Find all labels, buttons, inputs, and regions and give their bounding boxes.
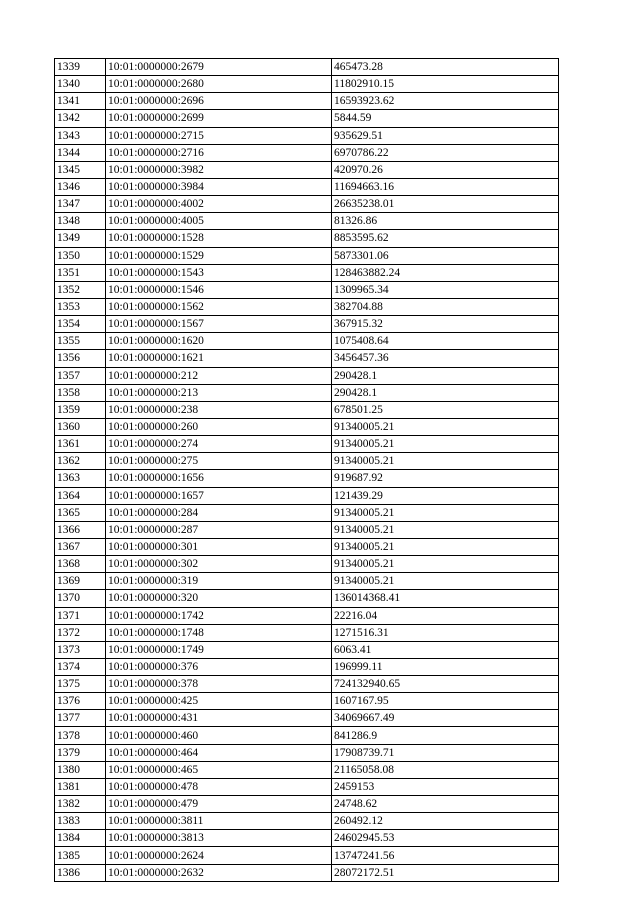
row-number-cell: 1345 (55, 161, 106, 178)
row-number-cell: 1379 (55, 744, 106, 761)
row-number-cell: 1381 (55, 778, 106, 795)
value-cell: 11694663.16 (332, 178, 559, 195)
cadastral-number-cell: 10:01:0000000:2715 (106, 127, 332, 144)
cadastral-number-cell: 10:01:0000000:378 (106, 676, 332, 693)
table-row (55, 778, 559, 795)
cadastral-number-cell: 10:01:0000000:425 (106, 693, 332, 710)
value-cell: 367915.32 (332, 316, 559, 333)
cadastral-number-cell: 10:01:0000000:320 (106, 590, 332, 607)
row-number-cell: 1360 (55, 418, 106, 435)
table-row (55, 76, 559, 93)
cadastral-number-cell: 10:01:0000000:1657 (106, 487, 332, 504)
value-cell: 91340005.21 (332, 453, 559, 470)
row-number-cell: 1348 (55, 213, 106, 230)
table-row (55, 333, 559, 350)
cadastral-number-cell: 10:01:0000000:1567 (106, 316, 332, 333)
row-number-cell: 1355 (55, 333, 106, 350)
value-cell: 91340005.21 (332, 436, 559, 453)
value-cell: 1309965.34 (332, 281, 559, 298)
row-number-cell: 1347 (55, 196, 106, 213)
value-cell: 21165058.08 (332, 761, 559, 778)
table-row (55, 470, 559, 487)
cadastral-number-cell: 10:01:0000000:301 (106, 538, 332, 555)
value-cell: 91340005.21 (332, 504, 559, 521)
cadastral-number-cell: 10:01:0000000:1621 (106, 350, 332, 367)
value-cell: 17908739.71 (332, 744, 559, 761)
table-row (55, 93, 559, 110)
value-cell: 724132940.65 (332, 676, 559, 693)
table-row (55, 110, 559, 127)
table-row (55, 161, 559, 178)
row-number-cell: 1368 (55, 556, 106, 573)
row-number-cell: 1385 (55, 847, 106, 864)
value-cell: 26635238.01 (332, 196, 559, 213)
table-row (55, 178, 559, 195)
cadastral-number-cell: 10:01:0000000:478 (106, 778, 332, 795)
row-number-cell: 1361 (55, 436, 106, 453)
row-number-cell: 1367 (55, 538, 106, 555)
row-number-cell: 1370 (55, 590, 106, 607)
table-row (55, 436, 559, 453)
table-row (55, 418, 559, 435)
table-row (55, 264, 559, 281)
value-cell: 11802910.15 (332, 76, 559, 93)
cadastral-number-cell: 10:01:0000000:3984 (106, 178, 332, 195)
value-cell: 91340005.21 (332, 573, 559, 590)
row-number-cell: 1364 (55, 487, 106, 504)
value-cell: 290428.1 (332, 384, 559, 401)
cadastral-number-cell: 10:01:0000000:1529 (106, 247, 332, 264)
row-number-cell: 1339 (55, 59, 106, 76)
value-cell: 1607167.95 (332, 693, 559, 710)
value-cell: 91340005.21 (332, 556, 559, 573)
row-number-cell: 1353 (55, 298, 106, 315)
table-row (55, 710, 559, 727)
table-row (55, 127, 559, 144)
row-number-cell: 1384 (55, 830, 106, 847)
row-number-cell: 1373 (55, 641, 106, 658)
row-number-cell: 1344 (55, 144, 106, 161)
row-number-cell: 1342 (55, 110, 106, 127)
value-cell: 919687.92 (332, 470, 559, 487)
value-cell: 2459153 (332, 778, 559, 795)
value-cell: 5844.59 (332, 110, 559, 127)
row-number-cell: 1375 (55, 676, 106, 693)
row-number-cell: 1356 (55, 350, 106, 367)
value-cell: 196999.11 (332, 658, 559, 675)
row-number-cell: 1362 (55, 453, 106, 470)
value-cell: 260492.12 (332, 813, 559, 830)
table-row (55, 573, 559, 590)
value-cell: 34069667.49 (332, 710, 559, 727)
table-row (55, 693, 559, 710)
table-row (55, 744, 559, 761)
row-number-cell: 1349 (55, 230, 106, 247)
row-number-cell: 1383 (55, 813, 106, 830)
cadastral-number-cell: 10:01:0000000:275 (106, 453, 332, 470)
table-row (55, 813, 559, 830)
cadastral-number-cell: 10:01:0000000:3982 (106, 161, 332, 178)
value-cell: 22216.04 (332, 607, 559, 624)
cadastral-number-cell: 10:01:0000000:302 (106, 556, 332, 573)
data-table (54, 58, 559, 882)
table-row (55, 607, 559, 624)
table-row (55, 830, 559, 847)
cadastral-number-cell: 10:01:0000000:1742 (106, 607, 332, 624)
value-cell: 382704.88 (332, 298, 559, 315)
value-cell: 5873301.06 (332, 247, 559, 264)
cadastral-number-cell: 10:01:0000000:4005 (106, 213, 332, 230)
value-cell: 91340005.21 (332, 538, 559, 555)
row-number-cell: 1374 (55, 658, 106, 675)
row-number-cell: 1358 (55, 384, 106, 401)
row-number-cell: 1359 (55, 401, 106, 418)
cadastral-number-cell: 10:01:0000000:376 (106, 658, 332, 675)
value-cell: 3456457.36 (332, 350, 559, 367)
row-number-cell: 1382 (55, 796, 106, 813)
row-number-cell: 1377 (55, 710, 106, 727)
cadastral-number-cell: 10:01:0000000:2679 (106, 59, 332, 76)
table-row (55, 796, 559, 813)
cadastral-number-cell: 10:01:0000000:3813 (106, 830, 332, 847)
value-cell: 678501.25 (332, 401, 559, 418)
value-cell: 8853595.62 (332, 230, 559, 247)
value-cell: 24748.62 (332, 796, 559, 813)
table-row (55, 247, 559, 264)
table-row (55, 316, 559, 333)
cadastral-number-cell: 10:01:0000000:238 (106, 401, 332, 418)
value-cell: 128463882.24 (332, 264, 559, 281)
table-row (55, 281, 559, 298)
table-row (55, 676, 559, 693)
cadastral-number-cell: 10:01:0000000:2699 (106, 110, 332, 127)
cadastral-number-cell: 10:01:0000000:1656 (106, 470, 332, 487)
row-number-cell: 1371 (55, 607, 106, 624)
row-number-cell: 1343 (55, 127, 106, 144)
value-cell: 81326.86 (332, 213, 559, 230)
cadastral-number-cell: 10:01:0000000:2624 (106, 847, 332, 864)
row-number-cell: 1340 (55, 76, 106, 93)
cadastral-number-cell: 10:01:0000000:1748 (106, 624, 332, 641)
value-cell: 290428.1 (332, 367, 559, 384)
row-number-cell: 1351 (55, 264, 106, 281)
table-row (55, 538, 559, 555)
table-row (55, 521, 559, 538)
cadastral-number-cell: 10:01:0000000:2680 (106, 76, 332, 93)
table-row (55, 453, 559, 470)
table-row (55, 144, 559, 161)
row-number-cell: 1365 (55, 504, 106, 521)
row-number-cell: 1352 (55, 281, 106, 298)
cadastral-number-cell: 10:01:0000000:2632 (106, 864, 332, 881)
table-row (55, 847, 559, 864)
cadastral-number-cell: 10:01:0000000:287 (106, 521, 332, 538)
row-number-cell: 1380 (55, 761, 106, 778)
table-row (55, 727, 559, 744)
row-number-cell: 1378 (55, 727, 106, 744)
table-row (55, 641, 559, 658)
value-cell: 935629.51 (332, 127, 559, 144)
table-row (55, 556, 559, 573)
table-row (55, 230, 559, 247)
cadastral-number-cell: 10:01:0000000:213 (106, 384, 332, 401)
cadastral-number-cell: 10:01:0000000:212 (106, 367, 332, 384)
value-cell: 1075408.64 (332, 333, 559, 350)
cadastral-number-cell: 10:01:0000000:3811 (106, 813, 332, 830)
cadastral-number-cell: 10:01:0000000:1620 (106, 333, 332, 350)
value-cell: 28072172.51 (332, 864, 559, 881)
cadastral-number-cell: 10:01:0000000:319 (106, 573, 332, 590)
row-number-cell: 1357 (55, 367, 106, 384)
value-cell: 13747241.56 (332, 847, 559, 864)
value-cell: 6063.41 (332, 641, 559, 658)
table-row (55, 504, 559, 521)
cadastral-number-cell: 10:01:0000000:2696 (106, 93, 332, 110)
cadastral-number-cell: 10:01:0000000:431 (106, 710, 332, 727)
row-number-cell: 1354 (55, 316, 106, 333)
cadastral-number-cell: 10:01:0000000:464 (106, 744, 332, 761)
value-cell: 91340005.21 (332, 521, 559, 538)
table-row (55, 384, 559, 401)
row-number-cell: 1363 (55, 470, 106, 487)
table-row (55, 350, 559, 367)
table-row (55, 487, 559, 504)
value-cell: 136014368.41 (332, 590, 559, 607)
value-cell: 420970.26 (332, 161, 559, 178)
value-cell: 1271516.31 (332, 624, 559, 641)
table-row (55, 59, 559, 76)
row-number-cell: 1341 (55, 93, 106, 110)
row-number-cell: 1376 (55, 693, 106, 710)
row-number-cell: 1346 (55, 178, 106, 195)
cadastral-number-cell: 10:01:0000000:1749 (106, 641, 332, 658)
value-cell: 91340005.21 (332, 418, 559, 435)
cadastral-number-cell: 10:01:0000000:1528 (106, 230, 332, 247)
value-cell: 16593923.62 (332, 93, 559, 110)
table-row (55, 213, 559, 230)
row-number-cell: 1366 (55, 521, 106, 538)
cadastral-number-cell: 10:01:0000000:1546 (106, 281, 332, 298)
table-row (55, 196, 559, 213)
value-cell: 465473.28 (332, 59, 559, 76)
value-cell: 121439.29 (332, 487, 559, 504)
table-body (55, 59, 559, 882)
cadastral-number-cell: 10:01:0000000:4002 (106, 196, 332, 213)
row-number-cell: 1369 (55, 573, 106, 590)
cadastral-number-cell: 10:01:0000000:274 (106, 436, 332, 453)
cadastral-number-cell: 10:01:0000000:1543 (106, 264, 332, 281)
cadastral-number-cell: 10:01:0000000:465 (106, 761, 332, 778)
table-row (55, 624, 559, 641)
table-row (55, 864, 559, 881)
row-number-cell: 1386 (55, 864, 106, 881)
cadastral-number-cell: 10:01:0000000:1562 (106, 298, 332, 315)
row-number-cell: 1372 (55, 624, 106, 641)
table-row (55, 761, 559, 778)
cadastral-number-cell: 10:01:0000000:2716 (106, 144, 332, 161)
table-row (55, 590, 559, 607)
value-cell: 841286.9 (332, 727, 559, 744)
row-number-cell: 1350 (55, 247, 106, 264)
cadastral-number-cell: 10:01:0000000:460 (106, 727, 332, 744)
table-row (55, 658, 559, 675)
table-row (55, 367, 559, 384)
value-cell: 6970786.22 (332, 144, 559, 161)
cadastral-number-cell: 10:01:0000000:284 (106, 504, 332, 521)
table-row (55, 401, 559, 418)
value-cell: 24602945.53 (332, 830, 559, 847)
table-row (55, 298, 559, 315)
cadastral-number-cell: 10:01:0000000:479 (106, 796, 332, 813)
cadastral-number-cell: 10:01:0000000:260 (106, 418, 332, 435)
